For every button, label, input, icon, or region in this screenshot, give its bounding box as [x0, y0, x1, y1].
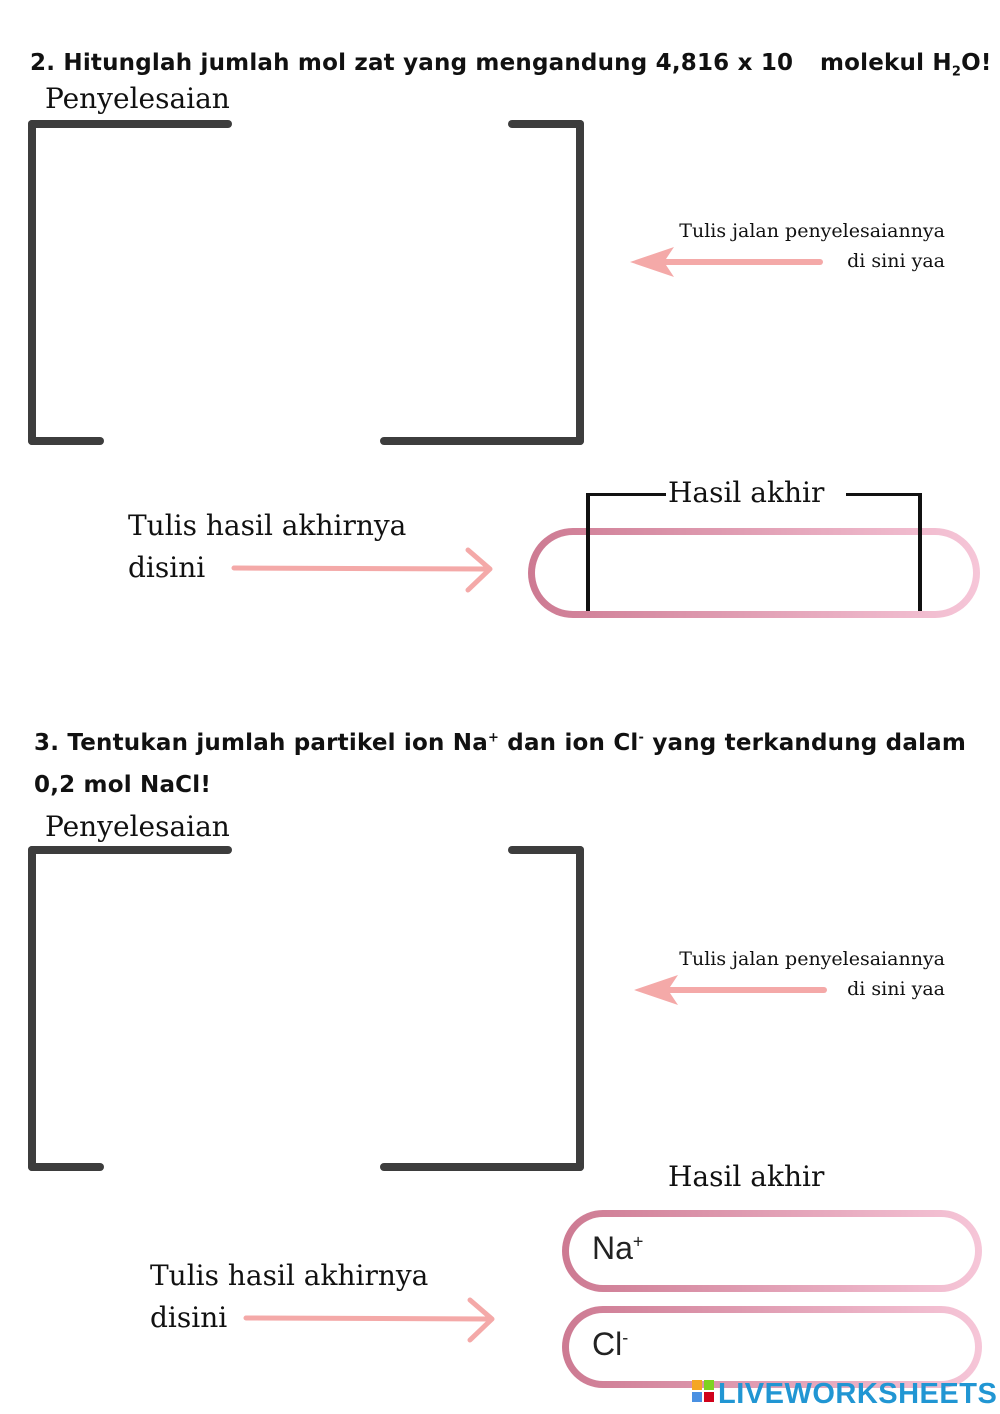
work-hint: Tulis jalan penyelesaiannya di sini yaa	[679, 220, 945, 272]
cl-answer-input[interactable]: Cl-	[562, 1306, 982, 1388]
liveworksheets-logo[interactable]: LIVEWORKSHEETS	[718, 1378, 998, 1410]
arrow-left-icon	[630, 245, 825, 279]
result-input[interactable]	[528, 528, 980, 618]
liveworksheets-logo-icon	[692, 1380, 714, 1404]
arrow-right-icon	[230, 546, 496, 596]
question-2-text: 2. Hitunglah jumlah mol zat yang mengandung 4,816 x $10^{23}$ molekul $H_2O$!	[30, 50, 992, 80]
result-prompt: Tulis hasil akhirnya disini	[128, 509, 407, 584]
arrow-right-icon	[242, 1296, 498, 1346]
exponent: 23	[793, 50, 812, 66]
working-area[interactable]	[28, 846, 584, 1171]
question-3-text: 3. Tentukan jumlah partikel ion Na+ dan ion Cl- yang terkandung dalam	[34, 730, 967, 756]
result-label: Hasil akhir	[668, 476, 825, 509]
result-prompt: Tulis hasil akhirnya disini	[150, 1259, 429, 1334]
work-label: Penyelesaian	[45, 810, 230, 843]
na-label: Na	[592, 1230, 633, 1266]
question-3-line2: 0,2 mol NaCl!	[34, 772, 212, 798]
na-answer-input[interactable]: Na+	[562, 1210, 982, 1292]
arrow-left-icon	[634, 973, 829, 1007]
working-area[interactable]	[28, 120, 584, 445]
result-label: Hasil akhir	[668, 1160, 825, 1193]
cl-label: Cl	[592, 1326, 623, 1362]
work-label: Penyelesaian	[45, 82, 230, 115]
work-hint: Tulis jalan penyelesaiannya di sini yaa	[679, 948, 945, 1000]
